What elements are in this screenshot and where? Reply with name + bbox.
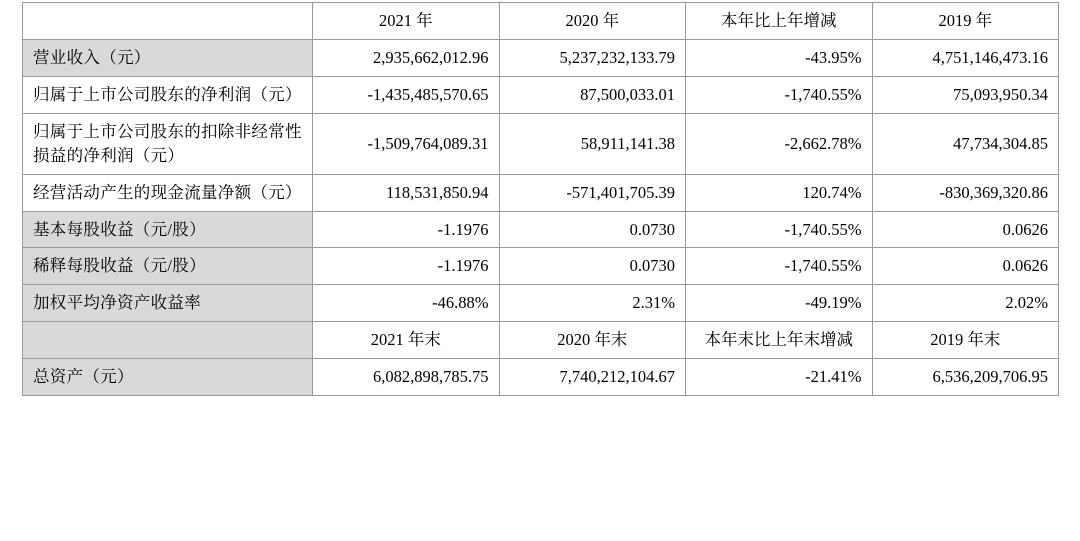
column-subheader-2021-end: 2021 年末 xyxy=(313,322,500,359)
table-row xyxy=(23,285,1059,322)
financial-summary-sheet xyxy=(0,2,1080,541)
row-label: 稀释每股收益（元/股） xyxy=(23,248,313,285)
cell-2019: 2.02% xyxy=(872,285,1059,322)
cell-change: -43.95% xyxy=(686,39,873,76)
table-subheader-row xyxy=(23,322,1059,359)
cell-change: -2,662.78% xyxy=(686,113,873,174)
cell-2021: -1,435,485,570.65 xyxy=(313,76,500,113)
cell-2019: 47,734,304.85 xyxy=(872,113,1059,174)
column-subheader-2019-end: 2019 年末 xyxy=(872,322,1059,359)
cell-2020: 2.31% xyxy=(499,285,686,322)
table-row xyxy=(23,211,1059,248)
cell-change: -21.41% xyxy=(686,359,873,396)
subheader-corner-cell xyxy=(23,322,313,359)
cell-2019: 0.0626 xyxy=(872,211,1059,248)
cell-2020: -571,401,705.39 xyxy=(499,174,686,211)
row-label: 经营活动产生的现金流量净额（元） xyxy=(23,174,313,211)
cell-change: -1,740.55% xyxy=(686,76,873,113)
cell-2021: 118,531,850.94 xyxy=(313,174,500,211)
table-row xyxy=(23,248,1059,285)
cell-2020: 58,911,141.38 xyxy=(499,113,686,174)
row-label: 归属于上市公司股东的扣除非经常性损益的净利润（元） xyxy=(23,113,313,174)
financial-summary-table xyxy=(22,2,1059,396)
cell-2019: 75,093,950.34 xyxy=(872,76,1059,113)
cell-2021: 2,935,662,012.96 xyxy=(313,39,500,76)
cell-change: 120.74% xyxy=(686,174,873,211)
cell-2021: 6,082,898,785.75 xyxy=(313,359,500,396)
table-row xyxy=(23,113,1059,174)
table-header-row xyxy=(23,3,1059,40)
table-row xyxy=(23,39,1059,76)
cell-2020: 87,500,033.01 xyxy=(499,76,686,113)
cell-change: -1,740.55% xyxy=(686,211,873,248)
cell-2020: 0.0730 xyxy=(499,211,686,248)
table-row xyxy=(23,174,1059,211)
cell-2019: 4,751,146,473.16 xyxy=(872,39,1059,76)
cell-2019: 6,536,209,706.95 xyxy=(872,359,1059,396)
cell-2021: -1.1976 xyxy=(313,248,500,285)
row-label: 加权平均净资产收益率 xyxy=(23,285,313,322)
table-row xyxy=(23,359,1059,396)
cell-2021: -1,509,764,089.31 xyxy=(313,113,500,174)
header-corner-cell xyxy=(23,3,313,40)
table-row xyxy=(23,76,1059,113)
cell-change: -1,740.55% xyxy=(686,248,873,285)
cell-2021: -46.88% xyxy=(313,285,500,322)
cell-2021: -1.1976 xyxy=(313,211,500,248)
column-header-2021: 2021 年 xyxy=(313,3,500,40)
row-label: 营业收入（元） xyxy=(23,39,313,76)
column-header-change: 本年比上年增减 xyxy=(686,3,873,40)
cell-2020: 5,237,232,133.79 xyxy=(499,39,686,76)
cell-2020: 7,740,212,104.67 xyxy=(499,359,686,396)
cell-2019: 0.0626 xyxy=(872,248,1059,285)
column-subheader-2020-end: 2020 年末 xyxy=(499,322,686,359)
column-header-2020: 2020 年 xyxy=(499,3,686,40)
column-header-2019: 2019 年 xyxy=(872,3,1059,40)
column-subheader-change: 本年末比上年末增减 xyxy=(686,322,873,359)
cell-2019: -830,369,320.86 xyxy=(872,174,1059,211)
row-label: 归属于上市公司股东的净利润（元） xyxy=(23,76,313,113)
row-label: 基本每股收益（元/股） xyxy=(23,211,313,248)
row-label: 总资产（元） xyxy=(23,359,313,396)
cell-change: -49.19% xyxy=(686,285,873,322)
cell-2020: 0.0730 xyxy=(499,248,686,285)
